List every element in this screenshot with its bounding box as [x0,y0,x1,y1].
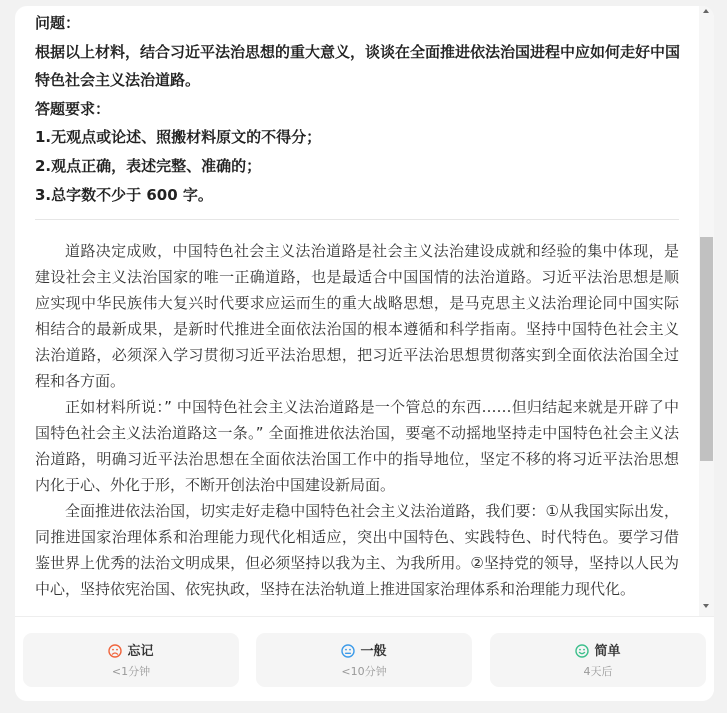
scroll-down-arrow-icon[interactable] [703,604,709,608]
question-block [35,9,685,209]
easy-button-interval: 4天后 [583,665,613,678]
normal-button-label: 一般 [360,644,387,659]
answer-block [35,238,679,602]
normal-button[interactable] [256,633,472,687]
sad-face-icon [108,644,122,658]
forget-button[interactable] [23,633,239,687]
question-title: 问题： [35,14,81,32]
rating-bar [15,616,714,701]
requirement-item: 1.无观点或论述、照搬材料原文的不得分； [35,128,322,147]
normal-button-interval: <10分钟 [341,665,387,678]
requirements-title: 答题要求： [35,99,111,118]
card-content [15,6,699,616]
divider [35,219,679,220]
smile-face-icon [575,644,589,658]
answer-paragraph: 道路决定成败，中国特色社会主义法治道路是社会主义法治建设成就和经验的集中体现，是建设社会主义法治国家的唯一正确道路，也是最适合中国国情的法治道路。习近平法治思想是顺应实现中华民族伟大复兴时代要求应运而生的重大战略思想，是马克思主义法治理论同中国实际相结合的最新成果，是新时代推进全面依法治国的根本遵循和科学指南。坚持中国特色社会主义法治道路，必须深入学习贯彻习近平法治思想，把习近平法治思想贯彻落实到全面依法治国全过程和各方面。 [35,242,679,390]
easy-button[interactable] [490,633,706,687]
scrollbar-thumb[interactable] [700,237,713,461]
forget-button-interval: <1分钟 [111,665,151,678]
vertical-scrollbar[interactable] [699,6,714,616]
requirement-item: 3.总字数不少于 600 字。 [35,185,213,204]
answer-paragraph: 全面推进依法治国，切实走好走稳中国特色社会主义法治道路，我们要：①从我国实际出发，同推进国家治理体系和治理能力现代化相适应，突出中国特色、实践特色、时代特色。要学习借鉴世界上优秀的法治文明成果，但必须坚持以我为主、为我所用。②坚持党的领导，坚持以人民为中心，坚持依宪治国、依宪执政，坚持在法治轨道上推进国家治理体系和治理能力现代化。 [35,502,679,598]
scroll-up-arrow-icon[interactable] [703,9,709,13]
easy-button-label: 简单 [594,644,621,659]
answer-paragraph: 正如材料所说：” 中国特色社会主义法治道路是一个管总的东西……但归结起来就是开辟了中国特色社会主义法治道路这一条。” 全面推进依法治国，要毫不动摇地坚持走中国特色社会主义法治道路，明确习近平法治思想在全面依法治国工作中的指导地位，坚定不移的将习近平法治思想内化于心、外化于形，不断开创法治中国建设新局面。 [35,398,679,494]
forget-button-label: 忘记 [127,644,154,659]
question-prompt: 根据以上材料，结合习近平法治思想的重大意义，谈谈在全面推进依法治国进程中应如何走好中国特色社会主义法治道路。 [35,42,681,90]
neutral-face-icon [341,644,355,658]
requirement-item: 2.观点正确，表述完整、准确的； [35,156,262,175]
flashcard [15,6,714,701]
